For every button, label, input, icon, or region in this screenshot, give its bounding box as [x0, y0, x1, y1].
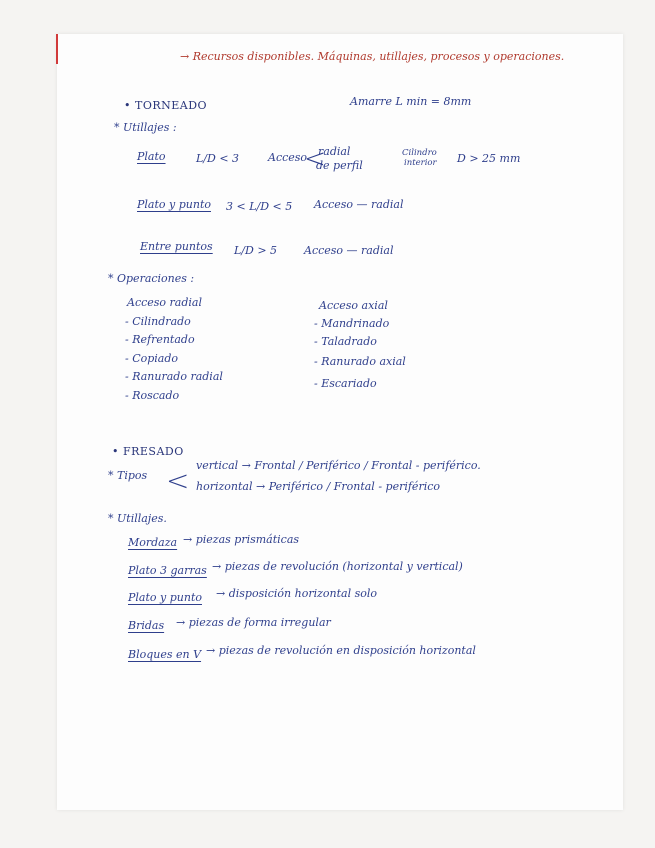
torneado-utillajes-label: * Utillajes :: [114, 121, 177, 134]
cilindro-label: interior: [404, 158, 437, 168]
utillaje-acceso: Acceso: [268, 151, 308, 164]
utillaje-name: Plato y punto: [128, 591, 202, 604]
cilindro-label: Cilindro: [402, 148, 437, 158]
tipo-vertical: vertical → Frontal / Periférico / Frontal - periférico.: [196, 459, 481, 472]
utillaje-desc: → piezas prismáticas: [183, 533, 300, 546]
utillaje-desc: → piezas de revolución (horizontal y vertical): [212, 560, 463, 573]
utillaje-name: Plato y punto: [137, 198, 211, 211]
utillaje-desc: → piezas de revolución en disposición horizontal: [206, 644, 476, 657]
utillaje-ratio: L/D > 5: [234, 244, 278, 257]
list-item: - Ranurado radial: [125, 370, 223, 383]
tipos-label: * Tipos: [108, 469, 148, 482]
utillaje-ratio: 3 < L/D < 5: [226, 200, 293, 213]
list-item: - Refrentado: [125, 333, 195, 346]
utillaje-name: Plato 3 garras: [128, 564, 207, 577]
utillaje-desc: → piezas de forma irregular: [176, 616, 331, 629]
brace-icon: <: [166, 464, 190, 497]
cilindro-value: D > 25 mm: [457, 152, 521, 165]
utillaje-acceso: Acceso — radial: [314, 198, 404, 211]
acceso-option: de perfil: [316, 159, 363, 172]
list-item: - Mandrinado: [314, 317, 390, 330]
utillaje-acceso: Acceso — radial: [304, 244, 394, 257]
list-item: - Ranurado axial: [314, 355, 406, 368]
utillaje-ratio: L/D < 3: [196, 152, 240, 165]
utillaje-name: Plato: [137, 150, 166, 163]
utillaje-desc: → disposición horizontal solo: [216, 587, 378, 600]
utillaje-name: Bloques en V: [128, 648, 202, 661]
section-heading-torneado: • TORNEADO: [124, 99, 208, 112]
fresado-utillajes-label: * Utillajes.: [108, 512, 167, 525]
utillaje-name: Mordaza: [128, 536, 178, 549]
margin-mark: [56, 34, 58, 64]
list-item: - Copiado: [125, 352, 179, 365]
tipo-horizontal: horizontal → Periférico / Frontal - periférico: [196, 480, 440, 493]
page-title: → Recursos disponibles. Máquinas, utillajes, procesos y operaciones.: [180, 50, 565, 63]
section-heading-fresado: • FRESADO: [112, 445, 184, 458]
acceso-option: radial: [318, 145, 351, 158]
brace-icon: <: [304, 144, 326, 174]
radial-title: Acceso radial: [127, 296, 202, 309]
list-item: - Escariado: [314, 377, 377, 390]
utillaje-name: Bridas: [128, 619, 165, 632]
utillaje-name: Entre puntos: [140, 240, 213, 253]
torneado-note: Amarre L min = 8mm: [350, 95, 472, 108]
list-item: - Taladrado: [314, 335, 377, 348]
list-item: - Cilindrado: [125, 315, 191, 328]
list-item: - Roscado: [125, 389, 180, 402]
operaciones-label: * Operaciones :: [108, 272, 195, 285]
axial-title: Acceso axial: [319, 299, 388, 312]
